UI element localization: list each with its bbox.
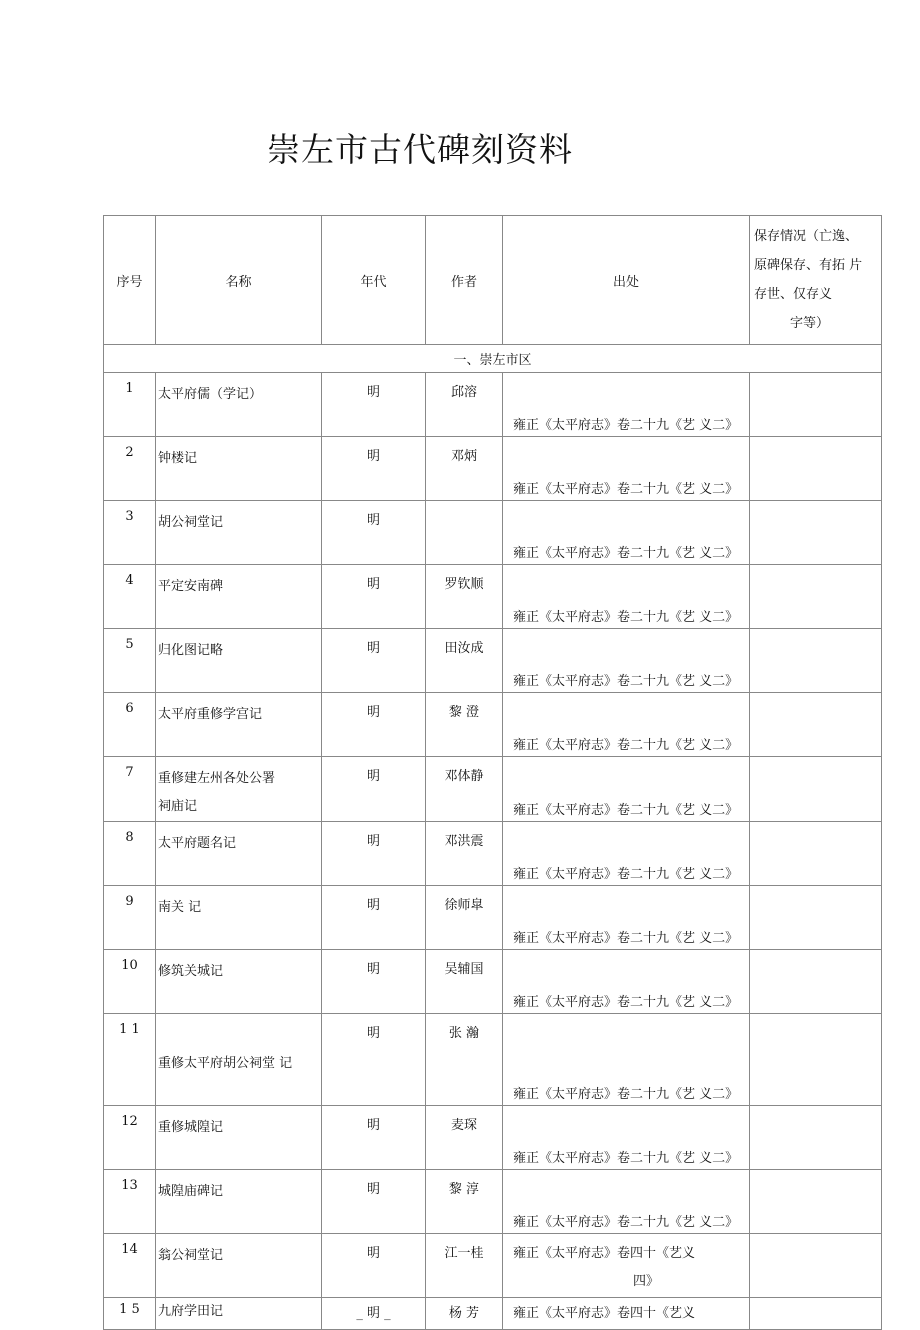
row-source: 雍正《太平府志》卷四十《艺义: [503, 1298, 750, 1330]
header-author: 作者: [426, 216, 503, 345]
section-row: [104, 345, 882, 373]
row-preservation: [750, 373, 882, 437]
row-name: 修筑关城记: [156, 950, 322, 1014]
row-no: 14: [104, 1234, 156, 1298]
row-era: 明: [322, 565, 426, 629]
table-row: [104, 757, 882, 822]
inscription-table: [103, 215, 882, 1330]
row-preservation: [750, 629, 882, 693]
row-name: 胡公祠堂记: [156, 501, 322, 565]
row-name: 太平府题名记: [156, 822, 322, 886]
row-source: 雍正《太平府志》卷二十九《艺 义二》: [503, 693, 750, 757]
row-author: 田汝成: [426, 629, 503, 693]
row-name: 城隍庙碑记: [156, 1170, 322, 1234]
table-row: [104, 950, 882, 1014]
row-source: 雍正《太平府志》卷二十九《艺 义二》: [503, 373, 750, 437]
row-source: 雍正《太平府志》卷二十九《艺 义二》: [503, 501, 750, 565]
row-era: 明: [322, 1014, 426, 1106]
table-row: [104, 373, 882, 437]
table-row: [104, 629, 882, 693]
row-no: 1 5: [104, 1298, 156, 1330]
row-preservation: [750, 1014, 882, 1106]
row-source: 雍正《太平府志》卷二十九《艺 义二》: [503, 1014, 750, 1106]
row-no: 1: [104, 373, 156, 437]
row-no: 9: [104, 886, 156, 950]
table-row: [104, 437, 882, 501]
row-author: 罗钦顺: [426, 565, 503, 629]
row-preservation: [750, 501, 882, 565]
row-name: 太平府重修学宫记: [156, 693, 322, 757]
row-era: 明: [322, 886, 426, 950]
page-title: 崇左市古代碑刻资料: [267, 130, 573, 169]
row-no: 1 1: [104, 1014, 156, 1106]
row-era: 明: [322, 757, 426, 822]
row-name: 太平府儒（学记）: [156, 373, 322, 437]
table-row: [104, 693, 882, 757]
header-name: 名称: [156, 216, 322, 345]
header-no: 序号: [104, 216, 156, 345]
row-author: 麦琛: [426, 1106, 503, 1170]
table-row: [104, 886, 882, 950]
row-no: 4: [104, 565, 156, 629]
row-preservation: [750, 1234, 882, 1298]
row-author: [426, 501, 503, 565]
row-preservation: [750, 822, 882, 886]
row-era: 明: [322, 1234, 426, 1298]
row-name: 归化图记略: [156, 629, 322, 693]
row-preservation: [750, 693, 882, 757]
row-source: 雍正《太平府志》卷二十九《艺 义二》: [503, 437, 750, 501]
row-name: 九府学田记: [156, 1298, 322, 1330]
row-author: 邓体静: [426, 757, 503, 822]
row-author: 徐师皐: [426, 886, 503, 950]
row-name: 重修城隍记: [156, 1106, 322, 1170]
row-preservation: [750, 1298, 882, 1330]
row-era: _ 明 _: [322, 1298, 426, 1330]
row-era: 明: [322, 693, 426, 757]
row-era: 明: [322, 1106, 426, 1170]
header-source: 出处: [503, 216, 750, 345]
row-author: 黎 淳: [426, 1170, 503, 1234]
row-source: 雍正《太平府志》卷二十九《艺 义二》: [503, 1170, 750, 1234]
row-source: 雍正《太平府志》卷二十九《艺 义二》: [503, 757, 750, 822]
row-source: 雍正《太平府志》卷二十九《艺 义二》: [503, 822, 750, 886]
row-era: 明: [322, 373, 426, 437]
row-era: 明: [322, 501, 426, 565]
row-source: 雍正《太平府志》卷二十九《艺 义二》: [503, 1106, 750, 1170]
row-preservation: [750, 757, 882, 822]
row-era: 明: [322, 629, 426, 693]
row-no: 8: [104, 822, 156, 886]
row-preservation: [750, 1106, 882, 1170]
header-preservation: 保存情况（亡逸、 原碑保存、有拓 片 存世、仅存义 字等）: [750, 216, 882, 345]
row-source: 雍正《太平府志》卷二十九《艺 义二》: [503, 950, 750, 1014]
row-no: 13: [104, 1170, 156, 1234]
row-era: 明: [322, 1170, 426, 1234]
row-no: 12: [104, 1106, 156, 1170]
row-author: 邓炳: [426, 437, 503, 501]
section-label: 一、崇左市区: [104, 345, 882, 373]
row-era: 明: [322, 950, 426, 1014]
row-author: 黎 澄: [426, 693, 503, 757]
row-no: 7: [104, 757, 156, 822]
row-author: 邱溶: [426, 373, 503, 437]
table-row: [104, 1106, 882, 1170]
table-row: [104, 1014, 882, 1106]
table-row: [104, 1298, 882, 1330]
row-source: 雍正《太平府志》卷二十九《艺 义二》: [503, 629, 750, 693]
table-row: [104, 1234, 882, 1298]
table-header-row: [104, 216, 882, 345]
row-preservation: [750, 886, 882, 950]
row-name: 重修太平府胡公祠堂 记: [156, 1014, 322, 1106]
row-author: 杨 芳: [426, 1298, 503, 1330]
table-row: [104, 501, 882, 565]
row-author: 张 瀚: [426, 1014, 503, 1106]
row-no: 3: [104, 501, 156, 565]
row-preservation: [750, 950, 882, 1014]
row-name: 钟楼记: [156, 437, 322, 501]
table-row: [104, 565, 882, 629]
row-author: 江一桂: [426, 1234, 503, 1298]
row-name: 翁公祠堂记: [156, 1234, 322, 1298]
table-row: [104, 1170, 882, 1234]
row-no: 10: [104, 950, 156, 1014]
header-era: 年代: [322, 216, 426, 345]
table-row: [104, 822, 882, 886]
row-source: 雍正《太平府志》卷四十《艺义 四》: [503, 1234, 750, 1298]
row-preservation: [750, 565, 882, 629]
row-author: 邓洪震: [426, 822, 503, 886]
row-no: 6: [104, 693, 156, 757]
row-name: 重修建左州各处公署 祠庙记: [156, 757, 322, 822]
row-source: 雍正《太平府志》卷二十九《艺 义二》: [503, 886, 750, 950]
row-name: 平定安南碑: [156, 565, 322, 629]
row-preservation: [750, 437, 882, 501]
row-era: 明: [322, 437, 426, 501]
row-author: 吴辅国: [426, 950, 503, 1014]
row-no: 5: [104, 629, 156, 693]
row-era: 明: [322, 822, 426, 886]
row-source: 雍正《太平府志》卷二十九《艺 义二》: [503, 565, 750, 629]
row-no: 2: [104, 437, 156, 501]
row-name: 南关 记: [156, 886, 322, 950]
row-preservation: [750, 1170, 882, 1234]
